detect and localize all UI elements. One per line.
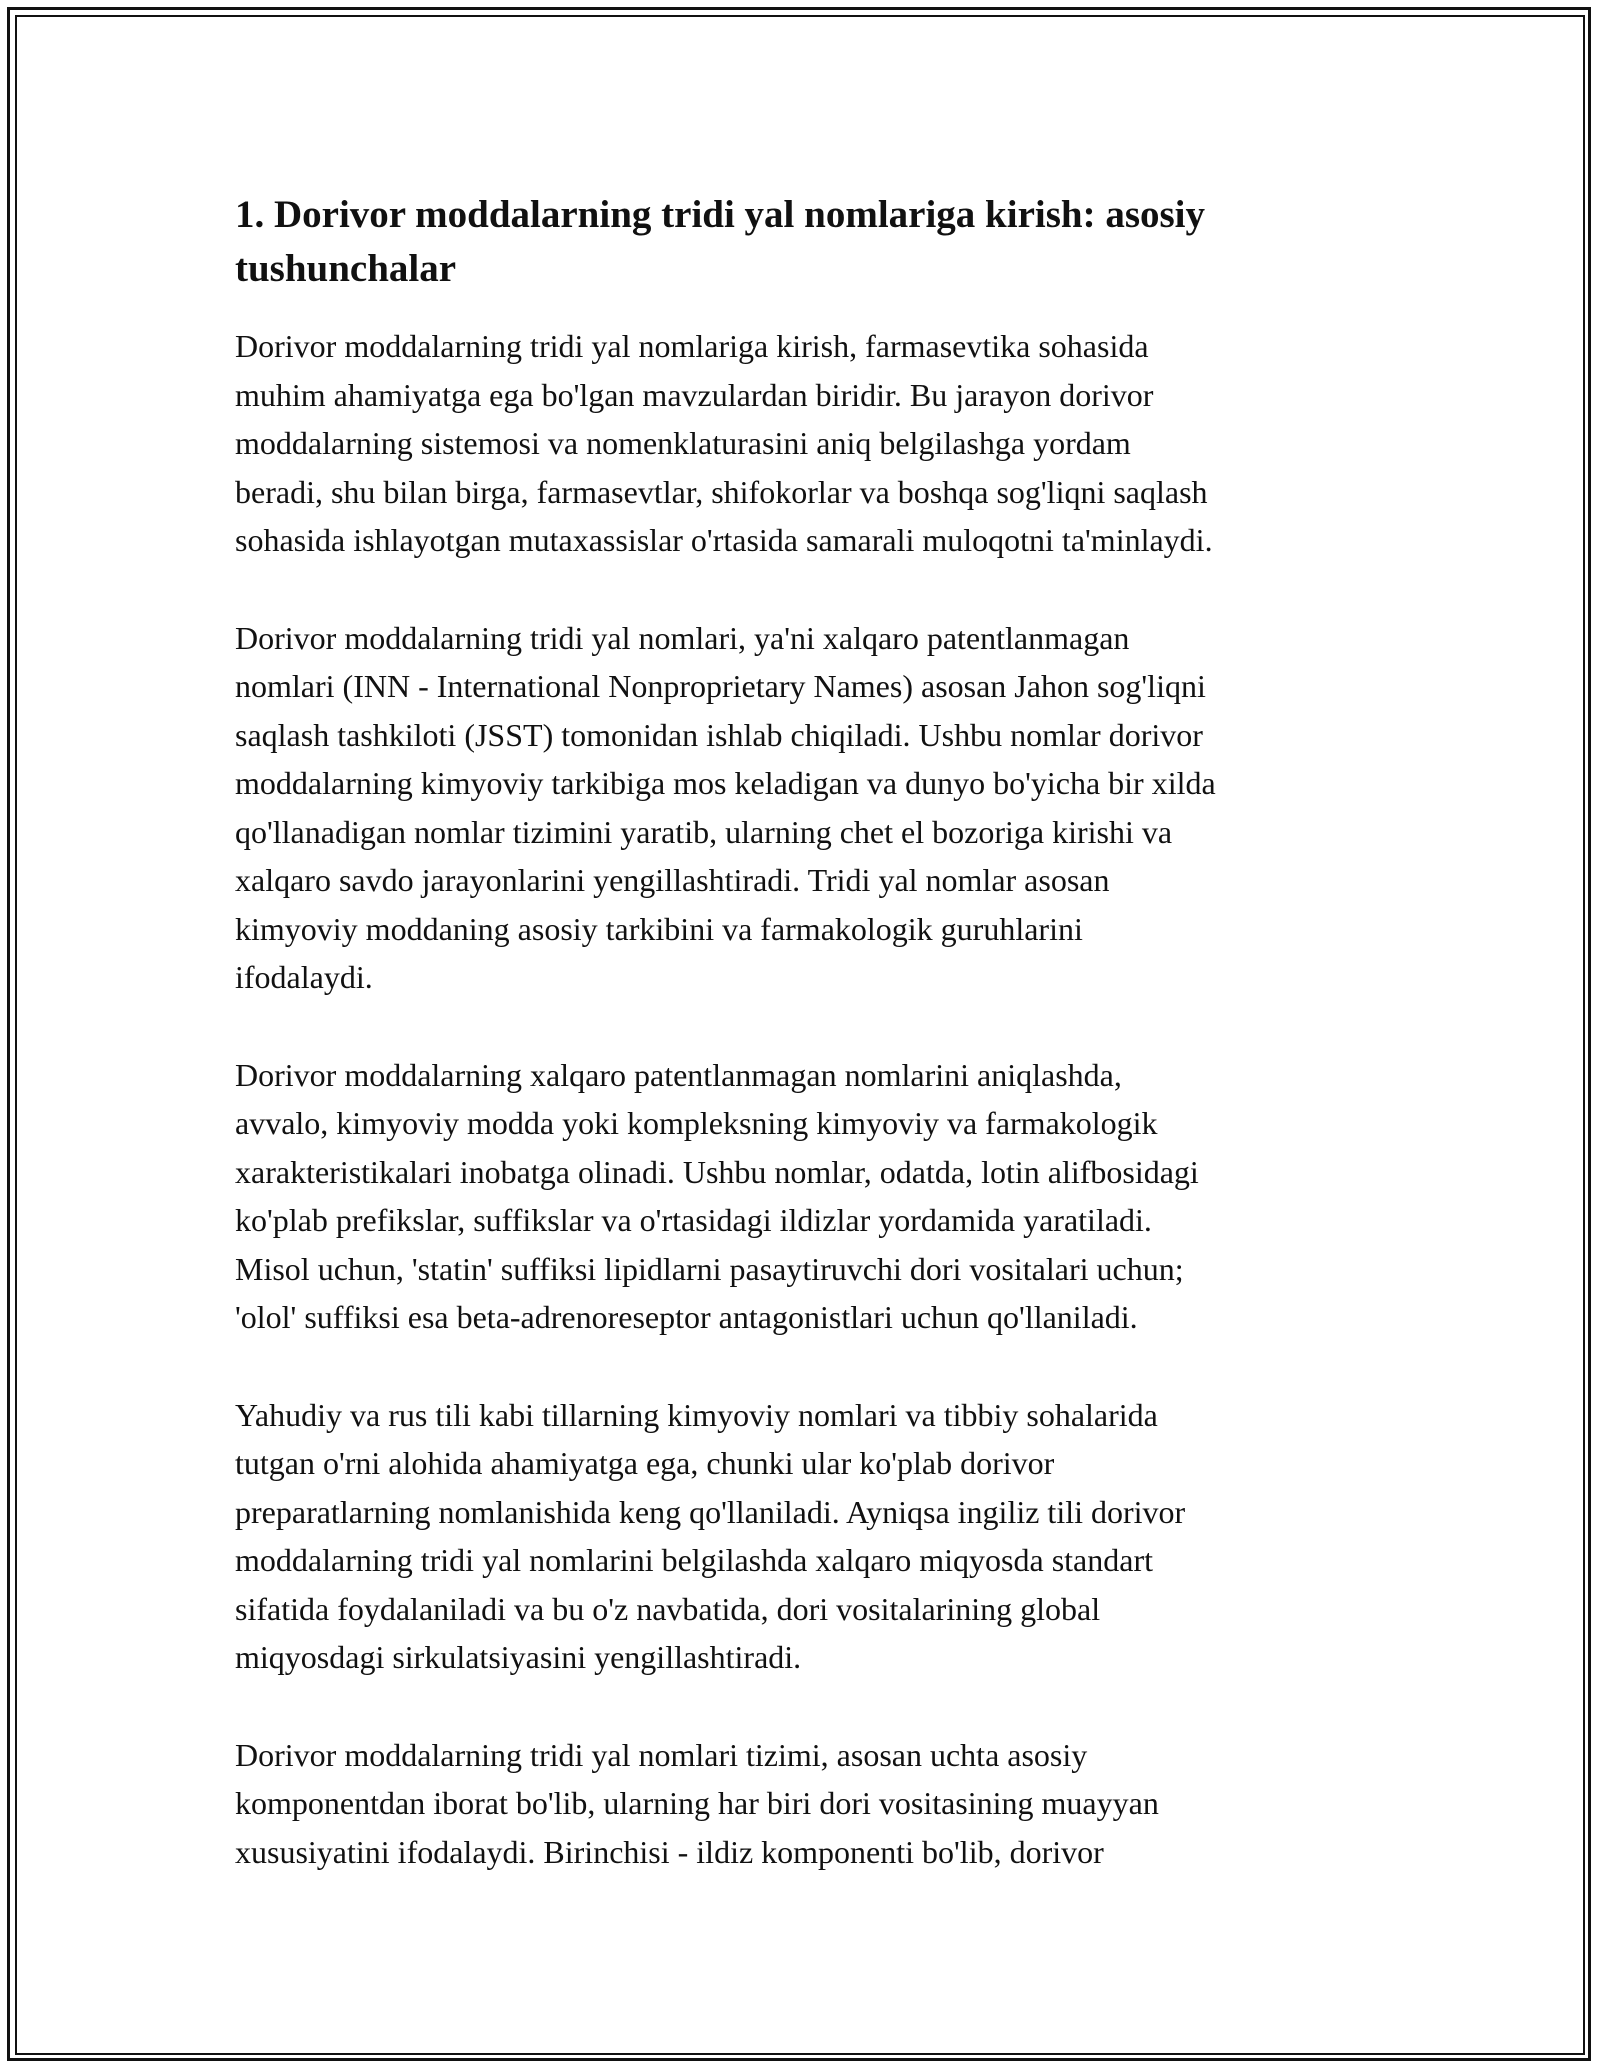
paragraph-5: Dorivor moddalarning tridi yal nomlari tizimi, asosan uchta asosiy komponentdan iborat bo'lib, ularning har biri dori vositasining muayyan xususiyatini ifodalaydi. Birinchisi - ildiz komponenti bo'lib, dorivor — [235, 1736, 1159, 1870]
paragraph-1: Dorivor moddalarning tridi yal nomlariga kirish, farmasevtika sohasida muhim ahamiyatga ega bo'lgan mavzulardan biridir. Bu jarayon dorivor moddalarning sistemosi va nomenklaturasini aniq belgilashga yordam beradi, shu bilan birga, farmasevtlar, shifokorlar va boshqa sog'liqni saqlash sohasida ishlayotgan mutaxassislar o'rtasida samarali muloqotni ta'minlaydi. — [235, 328, 1213, 558]
paragraph-3: Dorivor moddalarning xalqaro patentlanmagan nomlarini aniqlashda, avvalo, kimyoviy modda yoki kompleksning kimyoviy va farmakologik xarakteristikalari inobatga olinadi. Ushbu nomlar, odatda, lotin alifbosidagi ko'plab prefikslar, suffikslar va o'rtasidagi ildizlar yordamida yaratiladi. Misol uchun, 'statin' suffiksi lipidlarni pasaytiruvchi dori vositalari uchun; 'olol' suffiksi esa beta-adrenoreseptor antagonistlari uchun qo'llaniladi. — [235, 1056, 1199, 1335]
section-heading: 1. Dorivor moddalarning tridi yal nomlariga kirish: asosiy tushunchalar — [235, 193, 1206, 290]
paragraph-2: Dorivor moddalarning tridi yal nomlari, ya'ni xalqaro patentlanmagan nomlari (INN - International Nonproprietary Names) asosan Jahon sog'liqni saqlash tashkiloti (JSST) tomonidan ishlab chiqiladi. Ushbu nomlar dorivor moddalarning kimyoviy tarkibiga mos keladigan va dunyo bo'yicha bir xilda qo'llanadigan nomlar tizimini yaratib, ularning chet el bozoriga kirishi va xalqaro savdo jarayonlarini yengillashtiradi. Tridi yal nomlar asosan kimyoviy moddaning asosiy tarkibini va farmakologik guruhlarini ifodalaydi. — [235, 619, 1216, 995]
paragraph-4: Yahudiy va rus tili kabi tillarning kimyoviy nomlari va tibbiy sohalarida tutgan o'rni alohida ahamiyatga ega, chunki ular ko'plab dorivor preparatlarning nomlanishida keng qo'llaniladi. Ayniqsa ingiliz tili dorivor moddalarning tridi yal nomlarini belgilashda xalqaro miqyosda standart sifatida foydalaniladi va bu o'z navbatida, dori vositalarining global miqyosdagi sirkulatsiyasini yengillashtiradi. — [235, 1396, 1186, 1675]
document-body — [235, 180, 1365, 1925]
